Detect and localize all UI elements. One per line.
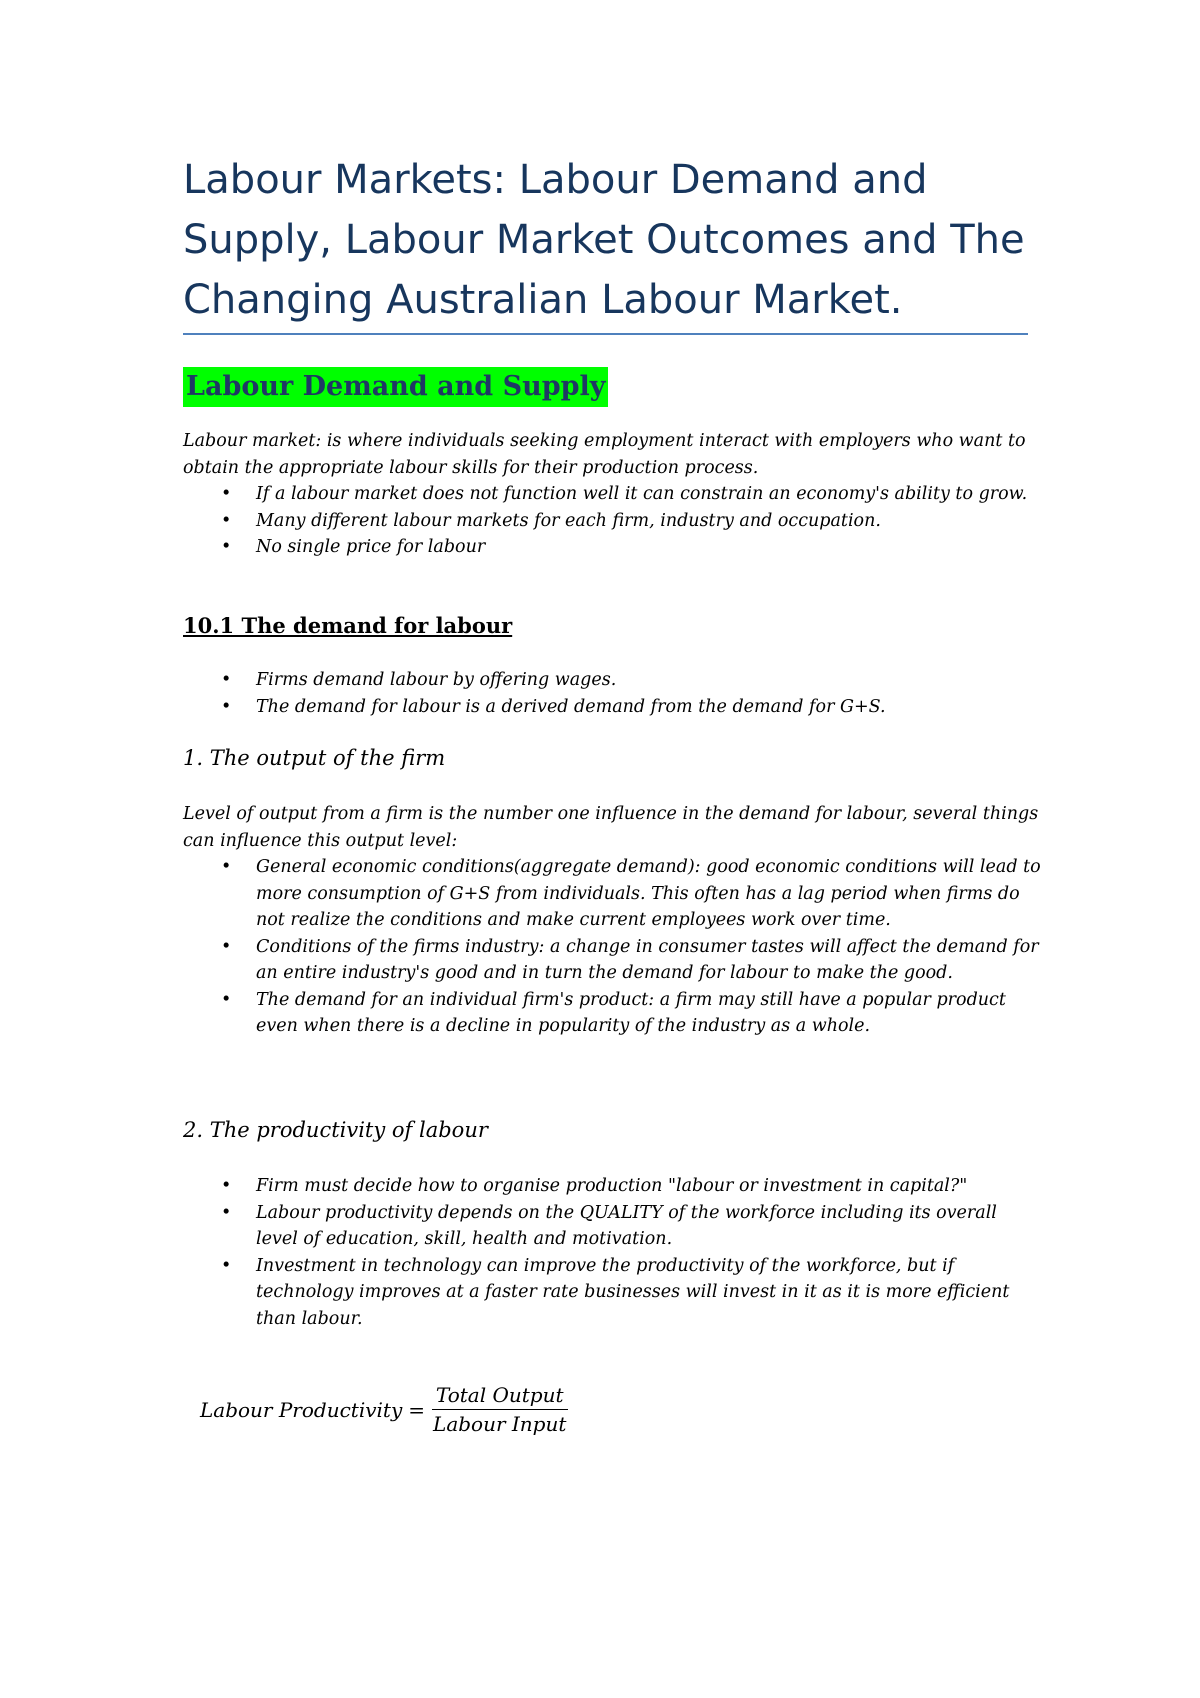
heading-output-of-firm: 1. The output of the firm <box>183 746 446 770</box>
list-item: • Firms demand labour by offering wages. <box>183 667 1043 694</box>
productivity-bullet-list <box>183 1173 1043 1332</box>
bullet-icon: • <box>221 484 232 504</box>
list-item: • The demand for an individual firm's product: a firm may still have a popular product even when there is a decline in popularity of the industry as a whole. <box>183 987 1043 1040</box>
labour-productivity-formula <box>200 1383 570 1436</box>
list-item: • Firm must decide how to organise production "labour or investment in capital?" <box>183 1173 1043 1200</box>
section-heading-labour-demand-supply: Labour Demand and Supply <box>183 367 608 407</box>
bullet-icon: • <box>221 1255 232 1276</box>
title-divider <box>183 333 1028 335</box>
output-intro: Level of output from a firm is the number one influence in the demand for labour, several things can influence this output level: <box>183 804 1039 851</box>
bullet-icon: • <box>221 1202 232 1223</box>
output-bullet-list <box>183 854 1043 1040</box>
section1-bullet-list <box>183 481 1043 561</box>
bullet-icon: • <box>221 510 232 531</box>
document-title: Labour Markets: Labour Demand and Supply, Labour Market Outcomes and The Changing Australian Labour Market. <box>183 157 1025 323</box>
bullet-icon: • <box>221 537 232 557</box>
demand-bullet-list <box>183 667 1043 720</box>
formula-fraction <box>429 1383 570 1436</box>
bullet-icon: • <box>221 1176 232 1196</box>
bullet-icon: • <box>221 670 232 690</box>
formula-numerator: Total Output <box>432 1383 568 1410</box>
list-item: • General economic conditions(aggregate demand): good economic conditions will lead to more consumption of G+S from individuals. This often has a lag period when firms do not realize the conditions and make current employees work over time. <box>183 854 1043 934</box>
bullet-icon: • <box>221 989 232 1010</box>
list-item: • Many different labour markets for each firm, industry and occupation. <box>183 508 1043 535</box>
heading-productivity-of-labour: 2. The productivity of labour <box>183 1118 488 1142</box>
bullet-icon: • <box>221 857 232 877</box>
list-item: • If a labour market does not function well it can constrain an economy's ability to grow. <box>183 481 1043 508</box>
list-item: • The demand for labour is a derived demand from the demand for G+S. <box>183 694 1043 721</box>
list-item: • Investment in technology can improve the productivity of the workforce, but if technology improves at a faster rate businesses will invest in it as it is more efficient than labour. <box>183 1253 1043 1333</box>
list-item: • Labour productivity depends on the QUALITY of the workforce including its overall level of education, skill, health and motivation. <box>183 1200 1043 1253</box>
bullet-icon: • <box>221 696 232 717</box>
bullet-icon: • <box>221 936 232 957</box>
formula-equals: = <box>408 1397 426 1422</box>
labour-market-definition: Labour market: is where individuals seeking employment interact with employers who want to obtain the appropriate labour skills for their production process. <box>183 431 1026 478</box>
heading-demand-for-labour: 10.1 The demand for labour <box>183 613 513 638</box>
formula-denominator: Labour Input <box>433 1412 567 1436</box>
formula-lhs: Labour Productivity <box>200 1397 403 1422</box>
list-item: • No single price for labour <box>183 534 1043 561</box>
list-item: • Conditions of the firms industry: a change in consumer tastes will affect the demand for an entire industry's good and in turn the demand for labour to make the good. <box>183 934 1043 987</box>
